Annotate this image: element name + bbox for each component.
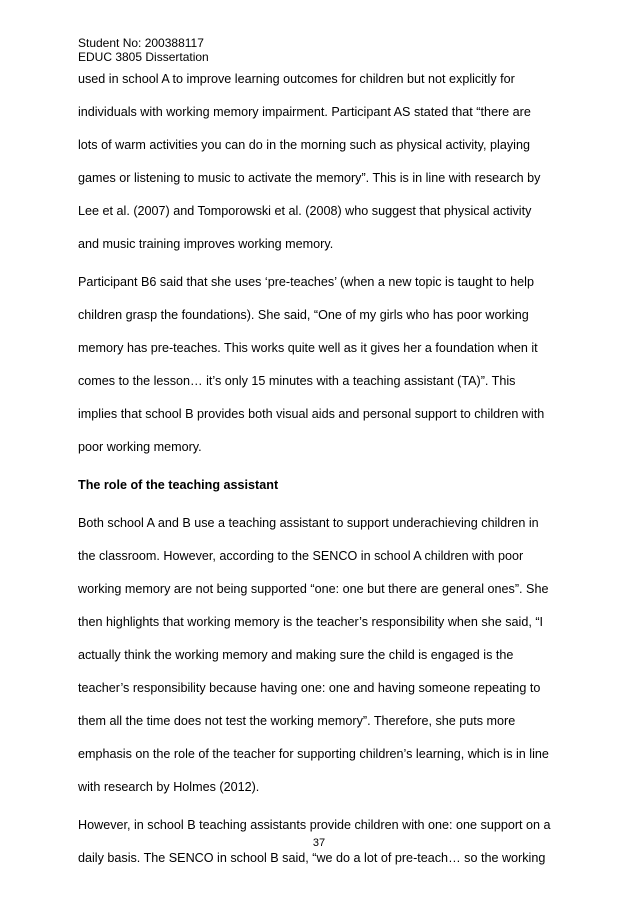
paragraph-line: implies that school B provides both visual aids and personal support to children with [78, 407, 545, 421]
page-number: 37 [312, 837, 326, 849]
paragraph-line: lots of warm activities you can do in the morning such as physical activity, playing [78, 138, 530, 152]
paragraph-line: memory has pre-teaches. This works quite well as it gives her a foundation when it [78, 341, 538, 355]
student-number: Student No: 200388117 [78, 36, 204, 50]
paragraph-line: Participant B6 said that she uses ‘pre-teaches’ (when a new topic is taught to help [78, 275, 534, 289]
paragraph-line: games or listening to music to activate the memory”. This is in line with research by [78, 171, 541, 185]
paragraph-line: Both school A and B use a teaching assistant to support underachieving children in [78, 516, 539, 530]
paragraph-line: children grasp the foundations). She said, “One of my girls who has poor working [78, 308, 529, 322]
section-heading: The role of the teaching assistant [78, 478, 279, 492]
paragraph-line: Lee et al. (2007) and Tomporowski et al. (2008) who suggest that physical activity [78, 204, 532, 218]
paragraph-line: individuals with working memory impairment. Participant AS stated that “there are [78, 105, 531, 119]
paragraph-line: the classroom. However, according to the SENCO in school A children with poor [78, 549, 524, 563]
course-title: EDUC 3805 Dissertation [78, 50, 209, 64]
page-header [78, 36, 209, 64]
paragraph-line: comes to the lesson… it’s only 15 minutes with a teaching assistant (TA)”. This [78, 374, 516, 388]
paragraph-line: teacher’s responsibility because having one: one and having someone repeating to [78, 681, 541, 695]
body-text [78, 72, 562, 866]
paragraph-line: with research by Holmes (2012). [78, 780, 260, 794]
paragraph-line: daily basis. The SENCO in school B said, “we do a lot of pre-teach… so the working [78, 851, 546, 865]
paragraph-line: poor working memory. [78, 440, 202, 454]
paragraph-line: used in school A to improve learning outcomes for children but not explicitly for [78, 72, 515, 86]
paragraph-line: actually think the working memory and making sure the child is engaged is the [78, 648, 514, 662]
paragraph-line: However, in school B teaching assistants provide children with one: one support on a [78, 818, 551, 832]
paragraph-line: emphasis on the role of the teacher for supporting children’s learning, which is in line [78, 747, 549, 761]
paragraph-line: and music training improves working memory. [78, 237, 334, 251]
paragraph-line: then highlights that working memory is the teacher’s responsibility when she said, “I [78, 615, 544, 629]
paragraph-line: them all the time does not test the working memory”. Therefore, she puts more [78, 714, 516, 728]
paragraph-line: working memory are not being supported “one: one but there are general ones”. She [78, 582, 549, 596]
